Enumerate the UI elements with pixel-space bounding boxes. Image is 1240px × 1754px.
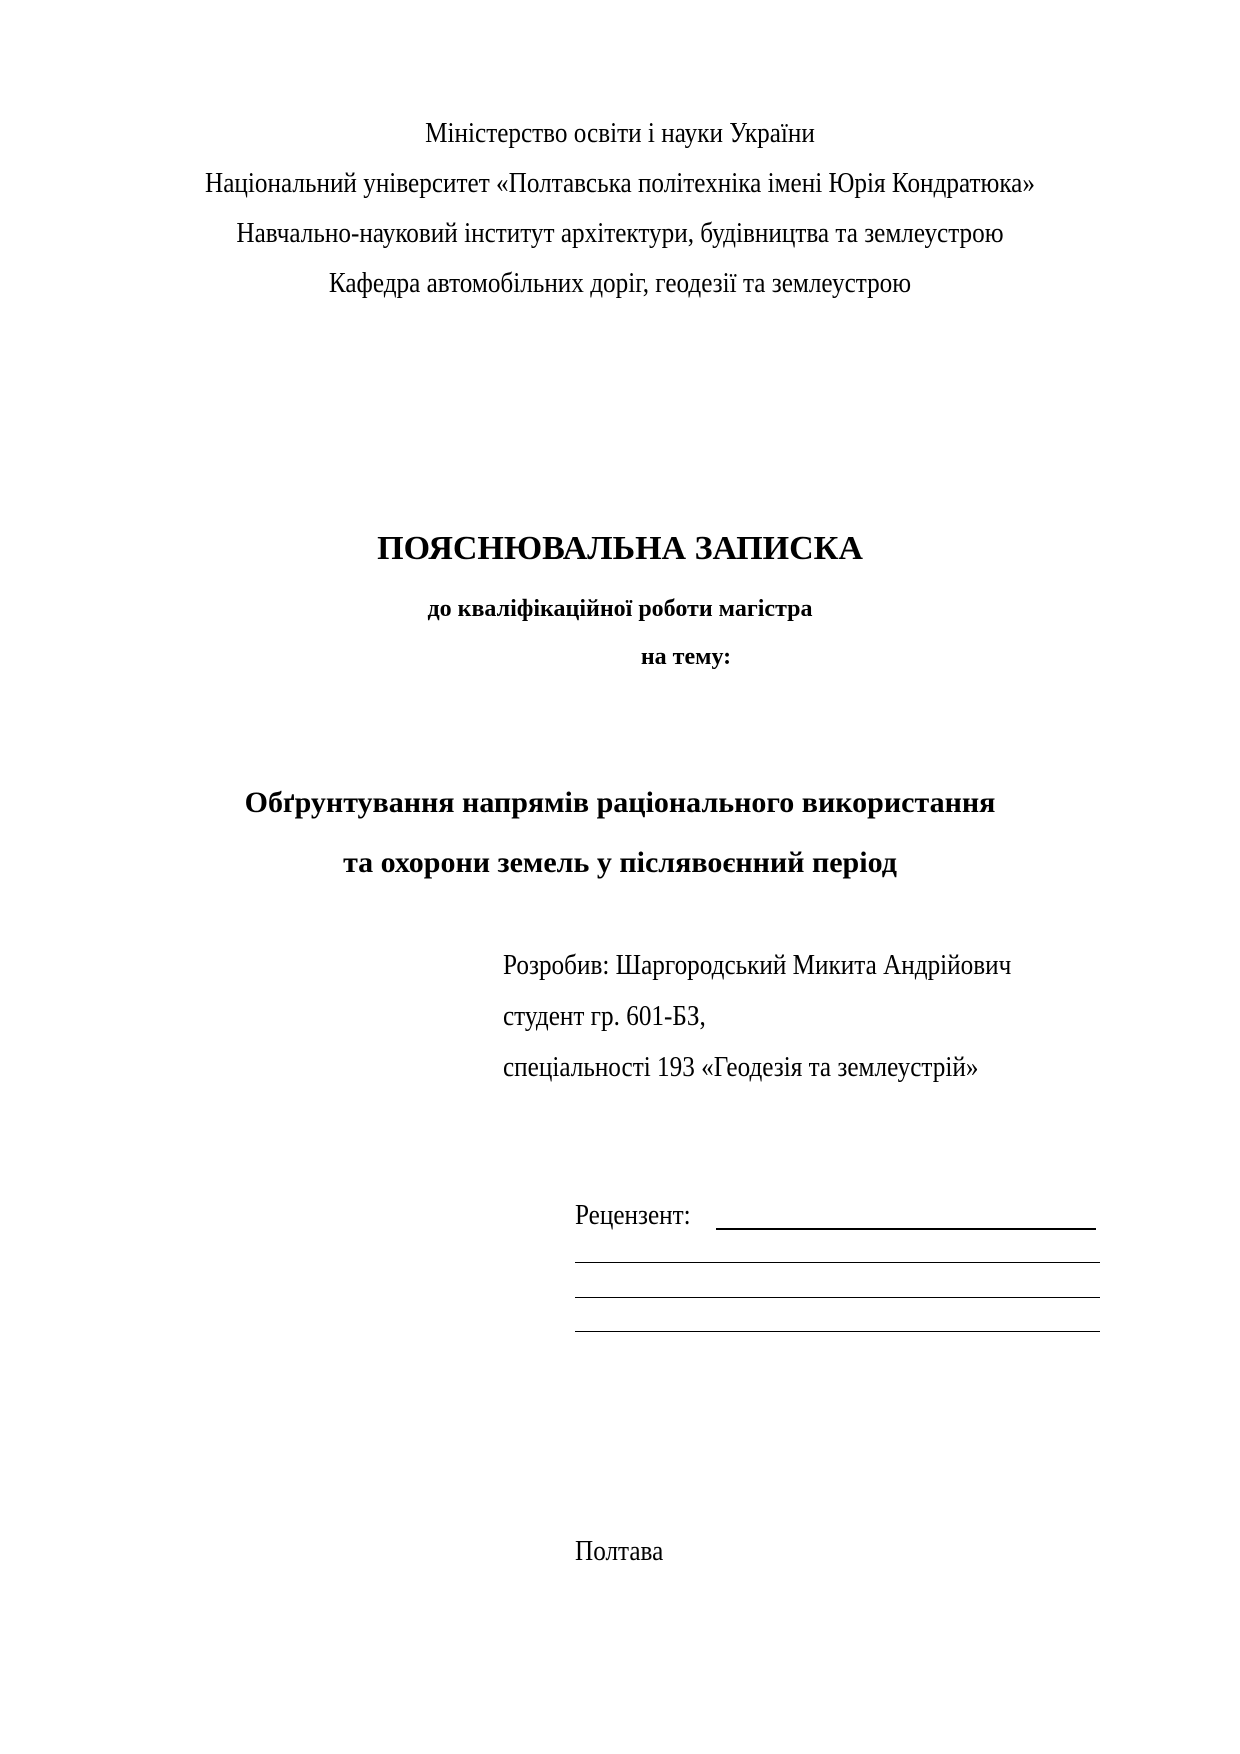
reviewer-blank-line-2 xyxy=(575,1297,1100,1298)
reviewer-blank-line-3 xyxy=(575,1331,1100,1332)
reviewer-blank-line-1 xyxy=(575,1262,1100,1263)
institute-line: Навчально-науковий інститут архітектури, будівництва та землеустрою xyxy=(236,218,1004,249)
department-line: Кафедра автомобільних доріг, геодезії та землеустрою xyxy=(328,268,912,299)
document-subtitle: до кваліфікаційної роботи магістра xyxy=(427,596,813,622)
reviewer-signature-line xyxy=(716,1228,1096,1230)
author-name: Розробив: Шаргородський Микита Андрійович xyxy=(503,950,1012,981)
university-line: Національний університет «Полтавська політехніка імені Юрія Кондратюка» xyxy=(205,168,1035,199)
author-specialty: спеціальності 193 «Геодезія та землеустрій» xyxy=(503,1052,979,1083)
reviewer-label: Рецензент: xyxy=(575,1200,691,1231)
topic-label: на тему: xyxy=(640,644,732,670)
theme-line-1: Обґрунтування напрямів раціонального використання xyxy=(244,786,996,819)
document-title: ПОЯСНЮВАЛЬНА ЗАПИСКА xyxy=(377,530,863,567)
theme-line-2: та охорони земель у післявоєнний період xyxy=(343,846,897,879)
city: Полтава xyxy=(575,1536,664,1567)
author-group: студент гр. 601-БЗ, xyxy=(503,1001,706,1032)
ministry-line: Міністерство освіти і науки України xyxy=(425,118,815,149)
